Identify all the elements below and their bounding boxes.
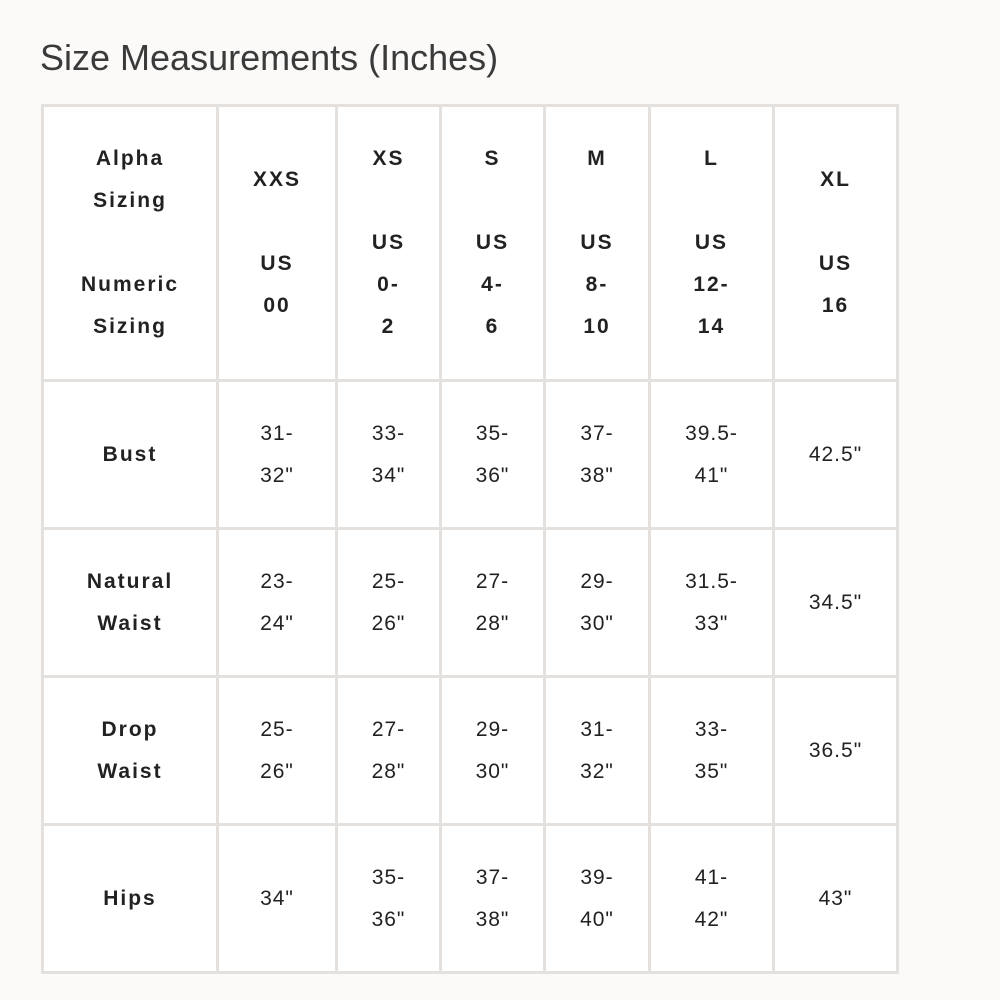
table-cell <box>545 825 650 973</box>
size-chart-table <box>41 104 899 974</box>
table-cell <box>218 529 337 677</box>
table-row-drop-waist <box>43 677 898 825</box>
cell-value: 23- 24" <box>260 569 294 635</box>
header-label-cell <box>43 106 218 381</box>
table-cell <box>774 677 898 825</box>
cell-value: 35- 36" <box>371 865 406 931</box>
header-size-cell <box>545 106 650 381</box>
cell-value: 34" <box>260 886 294 910</box>
table-cell <box>337 529 441 677</box>
cell-value: 41- 42" <box>694 865 729 931</box>
row-label-natural-waist: Natural Waist <box>86 569 174 635</box>
cell-value: 29- 30" <box>580 569 614 635</box>
table-cell <box>218 381 337 529</box>
cell-value: 33- 34" <box>371 421 406 487</box>
table-cell <box>650 825 774 973</box>
table-cell <box>218 677 337 825</box>
table-cell <box>441 381 545 529</box>
table-cell <box>650 529 774 677</box>
cell-value: 43" <box>818 886 853 910</box>
header-label: Alpha Sizing Numeric Sizing <box>80 147 180 338</box>
table-cell <box>774 825 898 973</box>
cell-value: 27- 28" <box>475 569 510 635</box>
cell-value: 27- 28" <box>371 717 406 783</box>
table-cell <box>545 677 650 825</box>
header-size-xl: XL US 16 <box>818 168 853 317</box>
header-size-xs: XS US 0- 2 <box>371 147 406 338</box>
cell-value: 31- 32" <box>260 421 294 487</box>
cell-value: 37- 38" <box>580 421 614 487</box>
table-cell <box>650 381 774 529</box>
table-cell <box>337 677 441 825</box>
table-cell <box>337 825 441 973</box>
cell-value: 31.5- 33" <box>685 569 738 635</box>
cell-value: 39- 40" <box>580 865 614 931</box>
header-size-cell <box>441 106 545 381</box>
row-label-bust: Bust <box>102 442 158 466</box>
table-row-bust <box>43 381 898 529</box>
table-cell <box>774 381 898 529</box>
header-size-xxs: XXS US 00 <box>252 168 302 317</box>
cell-value: 34.5" <box>808 590 863 614</box>
cell-value: 35- 36" <box>475 421 510 487</box>
table-cell <box>545 529 650 677</box>
table-cell <box>218 825 337 973</box>
row-label-cell <box>43 381 218 529</box>
table-cell <box>337 381 441 529</box>
cell-value: 25- 26" <box>260 717 294 783</box>
header-size-cell <box>650 106 774 381</box>
cell-value: 25- 26" <box>371 569 406 635</box>
table-cell <box>774 529 898 677</box>
row-label-hips: Hips <box>103 886 157 910</box>
header-size-cell <box>218 106 337 381</box>
page-title: Size Measurements (Inches) <box>40 37 499 78</box>
cell-value: 37- 38" <box>475 865 510 931</box>
table-cell <box>441 677 545 825</box>
row-label-drop-waist: Drop Waist <box>97 717 163 783</box>
header-size-m: M US 8- 10 <box>580 147 614 338</box>
table-cell <box>441 825 545 973</box>
cell-value: 36.5" <box>808 738 863 762</box>
cell-value: 42.5" <box>808 442 863 466</box>
header-size-l: L US 12- 14 <box>693 147 730 338</box>
cell-value: 29- 30" <box>475 717 510 783</box>
table-cell <box>650 677 774 825</box>
table-cell <box>441 529 545 677</box>
cell-value: 31- 32" <box>580 717 614 783</box>
row-label-cell <box>43 825 218 973</box>
header-row <box>43 106 898 381</box>
table-cell <box>545 381 650 529</box>
row-label-cell <box>43 529 218 677</box>
header-size-cell <box>337 106 441 381</box>
table-row-natural-waist <box>43 529 898 677</box>
cell-value: 33- 35" <box>694 717 729 783</box>
header-size-s: S US 4- 6 <box>475 147 510 338</box>
cell-value: 39.5- 41" <box>685 421 738 487</box>
row-label-cell <box>43 677 218 825</box>
header-size-cell <box>774 106 898 381</box>
table-row-hips <box>43 825 898 973</box>
